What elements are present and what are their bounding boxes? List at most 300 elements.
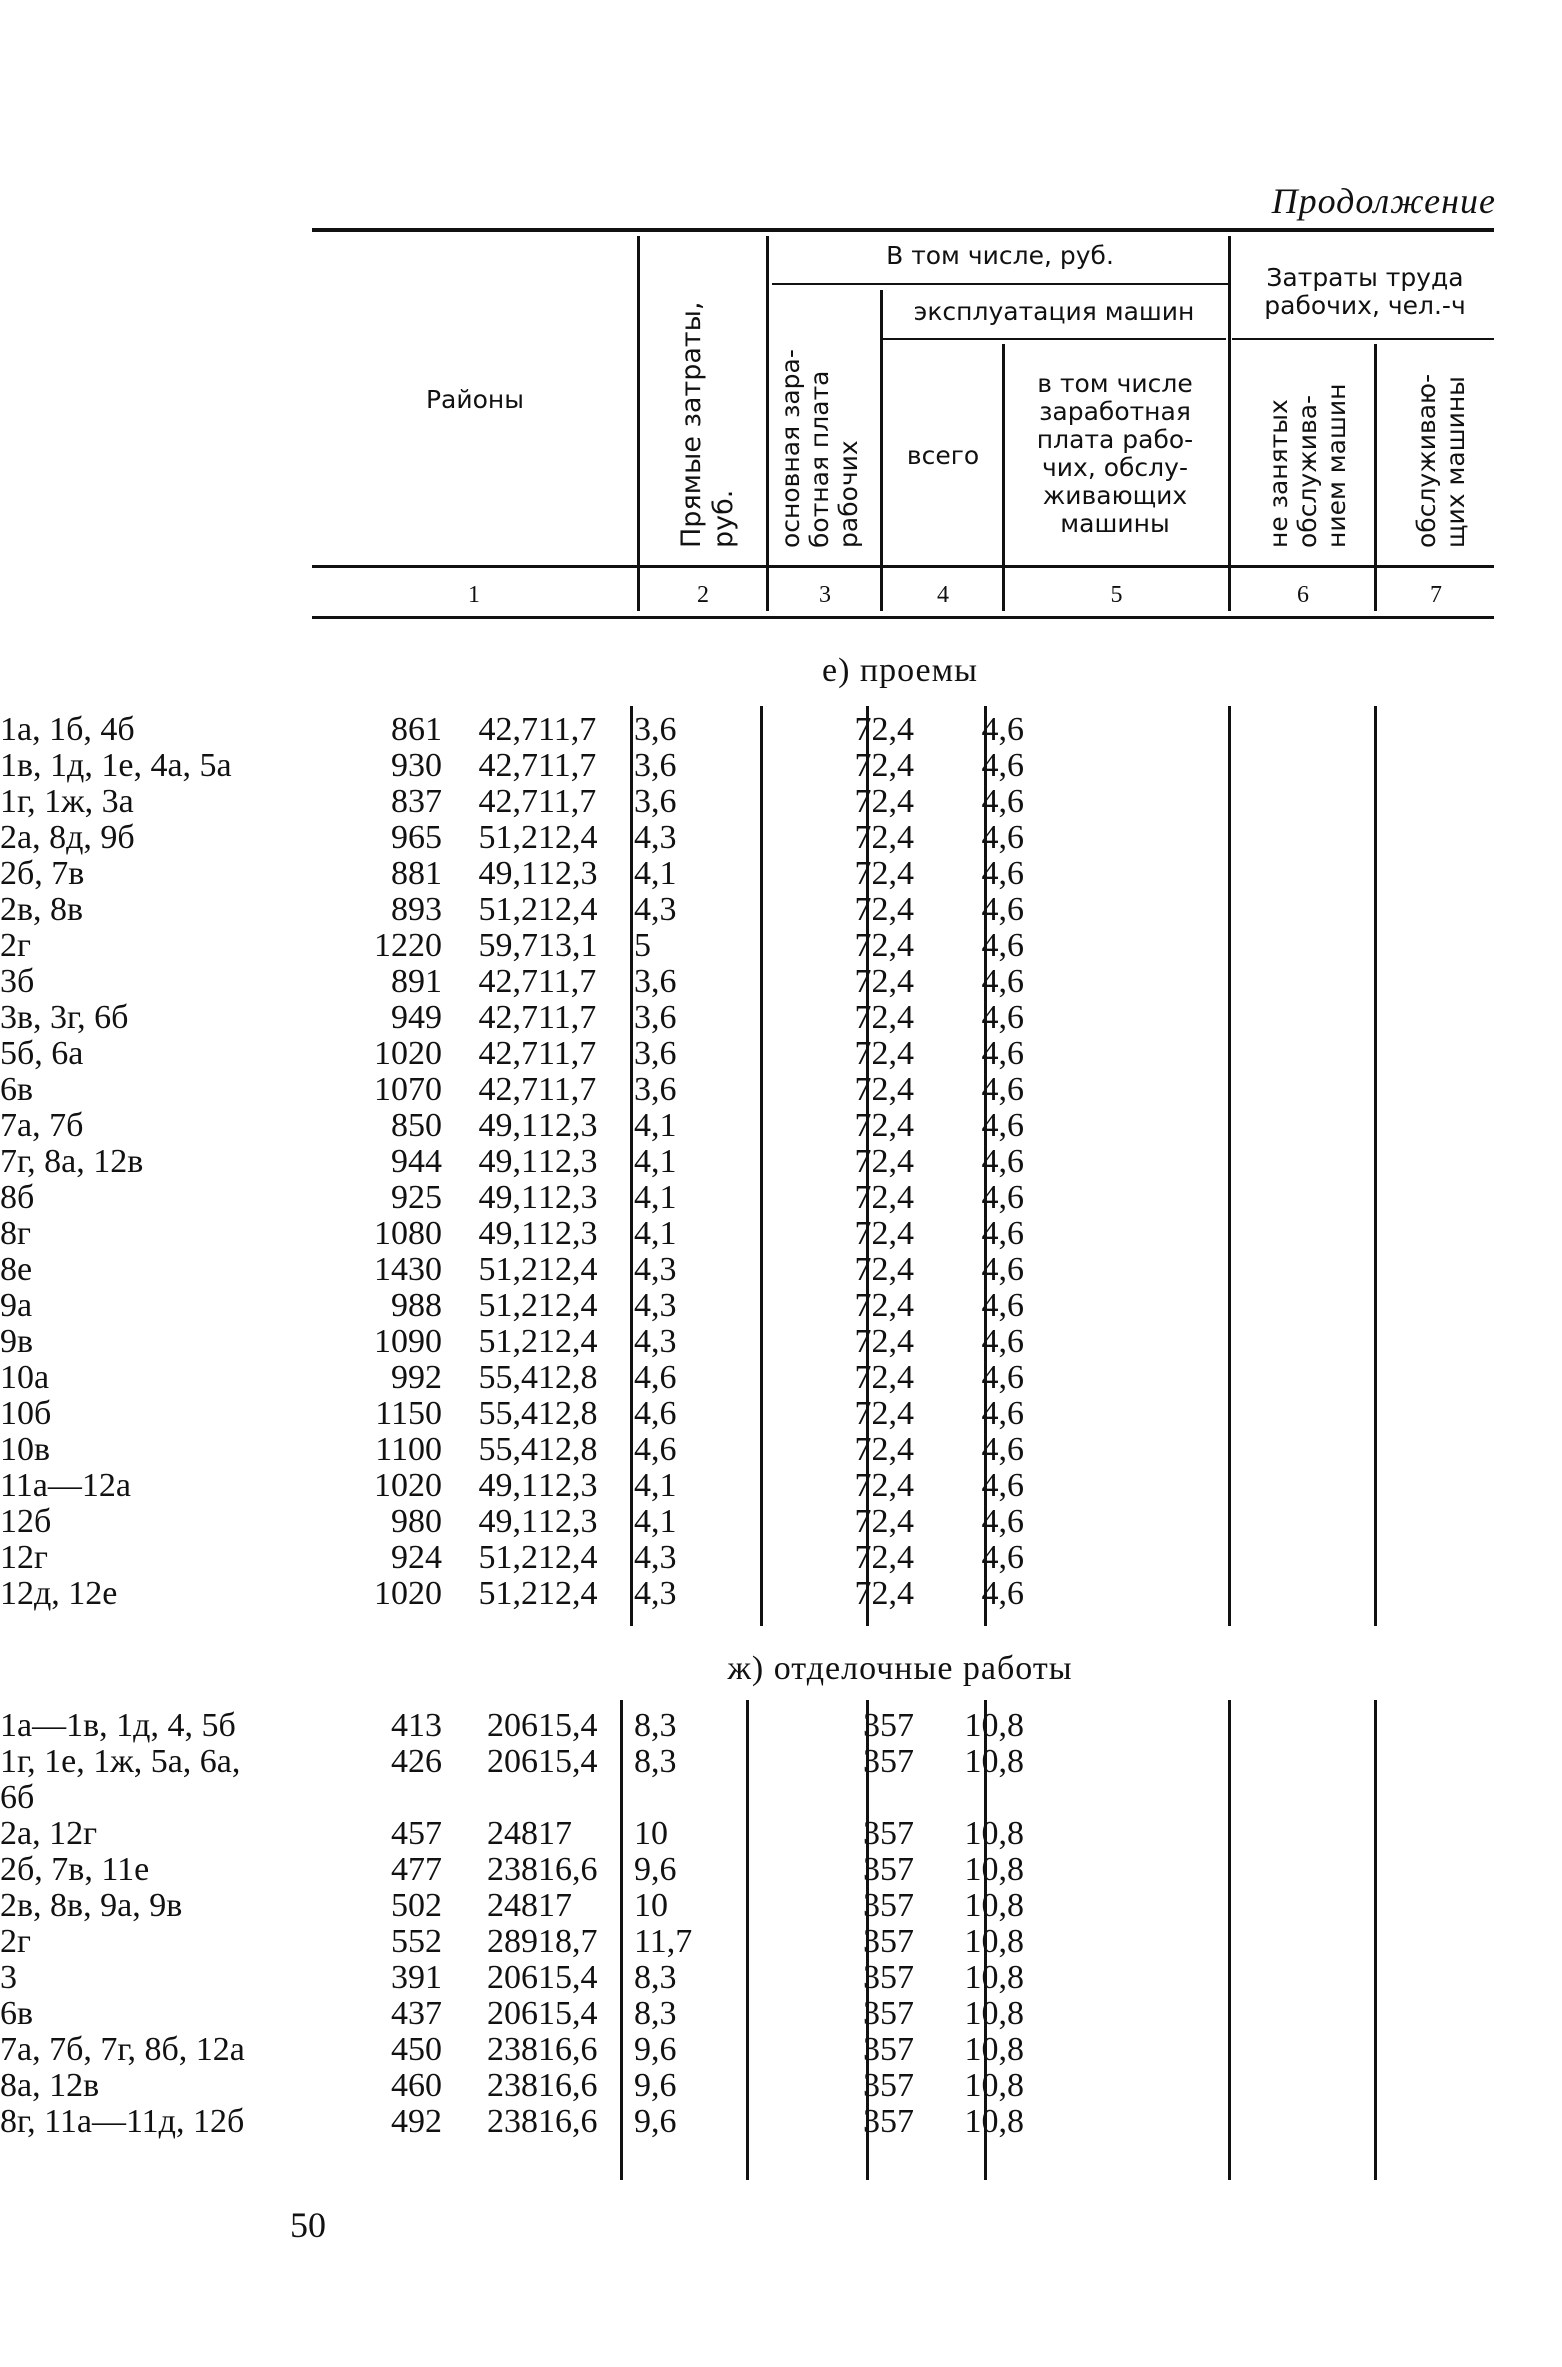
table-row (0, 1072, 1024, 1108)
cell-labor-not-machine: 72,4 (854, 1287, 914, 1324)
header-machine: обслуживаю-щих машины (1412, 373, 1470, 548)
cell-region: 8а, 12в (0, 2067, 100, 2104)
sec2-vline-5 (1228, 1700, 1231, 2180)
cell-machine-total: 15,4 (538, 1743, 598, 1780)
cell-direct-costs: 925 (391, 1179, 442, 1216)
cell-labor-not-machine: 357 (863, 1707, 914, 1744)
header-direct-costs: Прямые затраты, руб. (676, 301, 739, 548)
cell-labor-not-machine: 72,4 (854, 783, 914, 820)
cell-labor-machine: 10,8 (964, 1851, 1024, 1888)
cell-labor-machine: 10,8 (964, 2031, 1024, 2068)
cell-machine-wage: 8,3 (634, 1707, 677, 1744)
cell-machine-wage: 9,6 (634, 2031, 677, 2068)
cell-machine-total: 12,4 (538, 819, 598, 856)
cell-labor-machine: 4,6 (981, 1071, 1024, 1108)
cell-base-wage: 42,7 (478, 1071, 538, 1108)
table-row (0, 1324, 1024, 1360)
cell-direct-costs: 992 (391, 1359, 442, 1396)
cell-direct-costs: 965 (391, 819, 442, 856)
cell-machine-wage: 11,7 (634, 1923, 693, 1960)
cell-labor-machine: 4,6 (981, 1359, 1024, 1396)
cell-machine-total: 12,4 (538, 1575, 598, 1612)
page-number: 50 (290, 2205, 326, 2245)
cell-labor-not-machine: 357 (863, 1959, 914, 1996)
table-row (0, 1468, 1024, 1504)
table-row (0, 2104, 1024, 2140)
cell-region: 6в (0, 1071, 34, 1108)
table-row (0, 964, 1024, 1000)
cell-machine-total: 16,6 (538, 1851, 598, 1888)
cell-region: 2а, 12г (0, 1815, 98, 1852)
cell-region: 12г (0, 1539, 48, 1576)
cell-machine-total: 12,3 (538, 855, 598, 892)
cell-base-wage: 42,7 (478, 999, 538, 1036)
cell-labor-machine: 10,8 (964, 1923, 1024, 1960)
table-row (0, 1924, 1024, 1960)
cell-machine-total: 11,7 (538, 747, 597, 784)
cell-machine-total: 11,7 (538, 1035, 597, 1072)
cell-labor-not-machine: 72,4 (854, 1539, 914, 1576)
cell-base-wage: 49,1 (478, 1179, 538, 1216)
cell-machine-total: 11,7 (538, 999, 597, 1036)
sec2-vline-6 (1374, 1700, 1377, 2180)
cell-direct-costs: 1020 (374, 1575, 442, 1612)
colnum-6: 6 (1297, 582, 1309, 608)
cell-machine-total: 15,4 (538, 1995, 598, 2032)
cell-labor-not-machine: 72,4 (854, 1179, 914, 1216)
table-row (0, 1288, 1024, 1324)
cell-machine-wage: 8,3 (634, 1959, 677, 1996)
cell-machine-wage: 4,3 (634, 1539, 677, 1576)
table-row (0, 1432, 1024, 1468)
cell-machine-total: 11,7 (538, 963, 597, 1000)
cell-base-wage: 206 (487, 1743, 538, 1780)
cell-region: 7а, 7б (0, 1107, 84, 1144)
finishing-table (0, 1708, 1024, 2140)
cell-machine-wage: 9,6 (634, 1851, 677, 1888)
cell-machine-wage: 10 (634, 1887, 668, 1924)
cell-labor-not-machine: 72,4 (854, 1251, 914, 1288)
cell-direct-costs: 891 (391, 963, 442, 1000)
cell-machine-total: 16,6 (538, 2031, 598, 2068)
cell-labor-not-machine: 357 (863, 2067, 914, 2104)
table-row (0, 1780, 1024, 1816)
cell-machine-total: 12,8 (538, 1359, 598, 1396)
cell-direct-costs: 457 (391, 1815, 442, 1852)
cell-labor-machine: 4,6 (981, 855, 1024, 892)
cell-direct-costs: 502 (391, 1887, 442, 1924)
cell-region: 2г (0, 1923, 31, 1960)
cell-region: 1г, 1ж, 3а (0, 783, 134, 820)
header-vline-4 (1002, 344, 1005, 611)
cell-machine-total: 12,4 (538, 1287, 598, 1324)
cell-base-wage: 248 (487, 1815, 538, 1852)
cell-labor-not-machine: 72,4 (854, 1503, 914, 1540)
colnum-3: 3 (819, 582, 831, 608)
header-base-wage: основная зара-ботная плата рабочих (776, 349, 863, 548)
table-row (0, 1504, 1024, 1540)
cell-region: 2г (0, 927, 31, 964)
cell-labor-machine: 4,6 (981, 1287, 1024, 1324)
table-row (0, 1216, 1024, 1252)
table-row (0, 1744, 1024, 1780)
cell-machine-wage: 4,6 (634, 1395, 677, 1432)
cell-machine-total: 11,7 (538, 711, 597, 748)
header-incl-group: В том числе, руб. (886, 241, 1114, 270)
table-row (0, 1576, 1024, 1612)
cell-direct-costs: 1020 (374, 1035, 442, 1072)
cell-base-wage: 289 (487, 1923, 538, 1960)
cell-machine-total: 18,7 (538, 1923, 598, 1960)
numbers-bottom-rule (312, 616, 1494, 619)
cell-region: 10в (0, 1431, 51, 1468)
cell-labor-machine: 4,6 (981, 1323, 1024, 1360)
cell-labor-not-machine: 72,4 (854, 1575, 914, 1612)
cell-labor-machine: 4,6 (981, 1179, 1024, 1216)
cell-machine-wage: 3,6 (634, 783, 677, 820)
cell-region: 12б (0, 1503, 52, 1540)
cell-labor-not-machine: 72,4 (854, 1215, 914, 1252)
cell-labor-machine: 4,6 (981, 1035, 1024, 1072)
cell-machine-wage: 4,1 (634, 1467, 677, 1504)
cell-machine-wage: 4,1 (634, 1215, 677, 1252)
table-row (0, 1852, 1024, 1888)
cell-direct-costs: 980 (391, 1503, 442, 1540)
cell-direct-costs: 477 (391, 1851, 442, 1888)
cell-base-wage: 248 (487, 1887, 538, 1924)
cell-direct-costs: 552 (391, 1923, 442, 1960)
cell-machine-total: 12,4 (538, 1323, 598, 1360)
table-row (0, 1144, 1024, 1180)
cell-machine-total: 12,3 (538, 1179, 598, 1216)
cell-labor-not-machine: 72,4 (854, 819, 914, 856)
cell-region: 2в, 8в, 9а, 9в (0, 1887, 183, 1924)
cell-labor-not-machine: 72,4 (854, 1071, 914, 1108)
cell-region: 2б, 7в (0, 855, 85, 892)
cell-labor-not-machine: 72,4 (854, 1107, 914, 1144)
cell-direct-costs: 837 (391, 783, 442, 820)
cell-machine-wage: 4,1 (634, 1143, 677, 1180)
cell-base-wage: 206 (487, 1707, 538, 1744)
cell-labor-not-machine: 72,4 (854, 1143, 914, 1180)
cell-direct-costs: 861 (391, 711, 442, 748)
labor-group-rule (1232, 338, 1494, 340)
table-row (0, 1816, 1024, 1852)
cell-machine-wage: 4,1 (634, 1503, 677, 1540)
cell-base-wage: 51,2 (478, 891, 538, 928)
cell-labor-machine: 4,6 (981, 891, 1024, 928)
cell-labor-not-machine: 72,4 (854, 1431, 914, 1468)
cell-labor-not-machine: 357 (863, 1851, 914, 1888)
cell-base-wage: 49,1 (478, 855, 538, 892)
cell-region: 3в, 3г, 6б (0, 999, 129, 1036)
cell-labor-machine: 10,8 (964, 1995, 1024, 2032)
cell-base-wage: 238 (487, 2031, 538, 2068)
table-row (0, 2068, 1024, 2104)
cell-region: 3 (0, 1959, 17, 1996)
cell-labor-machine: 10,8 (964, 1815, 1024, 1852)
cell-labor-machine: 4,6 (981, 1107, 1024, 1144)
cell-direct-costs: 1430 (374, 1251, 442, 1288)
cell-labor-machine: 4,6 (981, 999, 1024, 1036)
cell-labor-machine: 4,6 (981, 711, 1024, 748)
cell-labor-not-machine: 357 (863, 1995, 914, 2032)
cell-base-wage: 55,4 (478, 1431, 538, 1468)
cell-machine-total: 12,4 (538, 891, 598, 928)
colnum-1: 1 (468, 582, 480, 608)
table-row (0, 1540, 1024, 1576)
cell-labor-not-machine: 72,4 (854, 747, 914, 784)
table-row (0, 748, 1024, 784)
machine-group-rule (880, 338, 1226, 340)
cell-base-wage: 206 (487, 1959, 538, 1996)
table-row (0, 1252, 1024, 1288)
cell-machine-wage: 4,1 (634, 855, 677, 892)
cell-machine-total: 12,3 (538, 1503, 598, 1540)
cell-labor-machine: 10,8 (964, 1743, 1024, 1780)
cell-base-wage: 49,1 (478, 1107, 538, 1144)
cell-machine-total: 16,6 (538, 2103, 598, 2140)
cell-machine-wage: 3,6 (634, 1035, 677, 1072)
cell-base-wage: 238 (487, 2067, 538, 2104)
cell-labor-not-machine: 72,4 (854, 1467, 914, 1504)
cell-labor-machine: 4,6 (981, 1503, 1024, 1540)
cell-machine-wage: 4,3 (634, 1575, 677, 1612)
cell-base-wage: 42,7 (478, 1035, 538, 1072)
sec1-vline-6 (1374, 706, 1377, 1626)
cell-region: 10а (0, 1359, 50, 1396)
cell-machine-total: 12,8 (538, 1395, 598, 1432)
section-title-openings: е) проемы (822, 652, 978, 689)
cell-machine-total: 11,7 (538, 783, 597, 820)
cell-direct-costs: 1100 (375, 1431, 442, 1468)
cell-region: 8г (0, 1215, 31, 1252)
cell-region: 8б (0, 1179, 35, 1216)
header-machine-op: эксплуатация машин (913, 297, 1195, 326)
cell-direct-costs: 1220 (374, 927, 442, 964)
cell-direct-costs: 450 (391, 2031, 442, 2068)
cell-direct-costs: 460 (391, 2067, 442, 2104)
cell-labor-not-machine (784, 1780, 914, 1816)
header-bottom-rule (312, 565, 1494, 568)
cell-region: 6б (0, 1779, 35, 1816)
cell-base-wage: 55,4 (478, 1395, 538, 1432)
cell-base-wage: 51,2 (478, 819, 538, 856)
cell-machine-wage: 4,6 (634, 1431, 677, 1468)
header-vline-2 (766, 236, 769, 611)
cell-direct-costs: 413 (391, 1707, 442, 1744)
cell-machine-wage: 8,3 (634, 1743, 677, 1780)
cell-labor-machine: 4,6 (981, 819, 1024, 856)
cell-base-wage: 59,7 (478, 927, 538, 964)
cell-region: 1г, 1е, 1ж, 5а, 6а, (0, 1743, 241, 1780)
cell-base-wage: 42,7 (478, 747, 538, 784)
cell-machine-wage: 4,3 (634, 1323, 677, 1360)
table-row (0, 1996, 1024, 2032)
table-row (0, 712, 1024, 748)
cell-machine-total: 12,3 (538, 1215, 598, 1252)
incl-group-rule (772, 283, 1228, 285)
cell-region: 9в (0, 1323, 34, 1360)
cell-base-wage (442, 1780, 538, 1816)
cell-labor-not-machine: 72,4 (854, 1035, 914, 1072)
cell-region: 9а (0, 1287, 33, 1324)
cell-machine-wage: 3,6 (634, 963, 677, 1000)
cell-direct-costs: 924 (391, 1539, 442, 1576)
cell-machine-total: 15,4 (538, 1707, 598, 1744)
cell-machine-total: 12,3 (538, 1467, 598, 1504)
cell-base-wage: 238 (487, 1851, 538, 1888)
cell-direct-costs: 930 (391, 747, 442, 784)
table-row (0, 1888, 1024, 1924)
cell-direct-costs: 1080 (374, 1215, 442, 1252)
cell-machine-wage: 4,1 (634, 1179, 677, 1216)
cell-labor-not-machine: 72,4 (854, 855, 914, 892)
cell-labor-not-machine: 357 (863, 1743, 914, 1780)
cell-machine-wage: 4,3 (634, 819, 677, 856)
colnum-5: 5 (1110, 582, 1123, 608)
openings-table (0, 712, 1024, 1612)
cell-base-wage: 42,7 (478, 711, 538, 748)
cell-direct-costs: 949 (391, 999, 442, 1036)
cell-region: 10б (0, 1395, 52, 1432)
cell-direct-costs: 850 (391, 1107, 442, 1144)
cell-direct-costs: 1090 (374, 1323, 442, 1360)
colnum-2: 2 (697, 582, 709, 608)
cell-labor-machine: 4,6 (981, 1539, 1024, 1576)
cell-labor-machine: 10,8 (964, 2067, 1024, 2104)
cell-labor-machine: 4,6 (981, 1251, 1024, 1288)
cell-labor-not-machine: 72,4 (854, 1359, 914, 1396)
sec1-vline-5 (1228, 706, 1231, 1626)
table-row (0, 1108, 1024, 1144)
table-row (0, 1396, 1024, 1432)
cell-machine-wage: 4,3 (634, 1287, 677, 1324)
cell-region: 11а—12а (0, 1467, 131, 1504)
cell-base-wage: 51,2 (478, 1251, 538, 1288)
cell-base-wage: 42,7 (478, 963, 538, 1000)
header-vline-5 (1228, 236, 1231, 611)
cell-labor-machine: 4,6 (981, 963, 1024, 1000)
cell-machine-total: 11,7 (538, 1071, 597, 1108)
cell-labor-not-machine: 72,4 (854, 927, 914, 964)
cell-machine-total: 16,6 (538, 2067, 598, 2104)
cell-region: 2б, 7в, 11е (0, 1851, 150, 1888)
table-row (0, 820, 1024, 856)
cell-labor-not-machine: 357 (863, 1923, 914, 1960)
cell-machine-wage: 8,3 (634, 1995, 677, 2032)
cell-region: 7г, 8а, 12в (0, 1143, 144, 1180)
cell-region: 1а, 1б, 4б (0, 711, 135, 748)
cell-machine-wage: 3,6 (634, 1071, 677, 1108)
header-labor-group: Затраты труда рабочих, чел.-ч (1264, 263, 1466, 320)
colnum-4: 4 (937, 582, 949, 608)
cell-base-wage: 51,2 (478, 1323, 538, 1360)
cell-labor-not-machine: 357 (863, 2031, 914, 2068)
header-incl-wage: в том числе заработная плата рабо-чих, обслу-живающих машины (1036, 369, 1194, 538)
cell-direct-costs: 1070 (374, 1071, 442, 1108)
table-row (0, 1360, 1024, 1396)
cell-machine-total: 17 (538, 1887, 572, 1924)
cell-direct-costs: 1150 (375, 1395, 442, 1432)
cell-machine-total: 12,3 (538, 1143, 598, 1180)
cell-labor-not-machine: 357 (863, 1815, 914, 1852)
table-row (0, 1000, 1024, 1036)
header-vline-6 (1374, 344, 1377, 611)
table-row (0, 892, 1024, 928)
cell-machine-total: 15,4 (538, 1959, 598, 1996)
cell-direct-costs: 1020 (374, 1467, 442, 1504)
cell-region: 12д, 12е (0, 1575, 118, 1612)
cell-machine-total: 12,4 (538, 1251, 598, 1288)
section-title-finishing: ж) отделочные работы (727, 1650, 1073, 1687)
cell-labor-machine: 4,6 (981, 1467, 1024, 1504)
cell-machine-wage: 9,6 (634, 2067, 677, 2104)
colnum-7: 7 (1430, 582, 1442, 608)
cell-labor-machine: 10,8 (964, 1887, 1024, 1924)
table-row (0, 856, 1024, 892)
cell-direct-costs: 426 (391, 1743, 442, 1780)
cell-machine-wage: 4,3 (634, 891, 677, 928)
cell-labor-machine: 4,6 (981, 1395, 1024, 1432)
cell-base-wage: 238 (487, 2103, 538, 2140)
header-vline-3 (880, 290, 883, 611)
table-row (0, 2032, 1024, 2068)
table-row (0, 1036, 1024, 1072)
cell-base-wage: 49,1 (478, 1503, 538, 1540)
cell-labor-machine: 4,6 (981, 1431, 1024, 1468)
cell-region: 3б (0, 963, 35, 1000)
cell-machine-total (538, 1780, 634, 1816)
cell-labor-machine (914, 1780, 1024, 1816)
cell-direct-costs (320, 1780, 442, 1816)
cell-region: 8е (0, 1251, 33, 1288)
table-row (0, 784, 1024, 820)
cell-region: 7а, 7б, 7г, 8б, 12а (0, 2031, 245, 2068)
cell-base-wage: 55,4 (478, 1359, 538, 1396)
cell-machine-total: 17 (538, 1815, 572, 1852)
cell-machine-wage: 4,6 (634, 1359, 677, 1396)
cell-base-wage: 49,1 (478, 1143, 538, 1180)
cell-region: 5б, 6а (0, 1035, 84, 1072)
cell-region: 2в, 8в (0, 891, 84, 928)
cell-labor-machine: 4,6 (981, 1143, 1024, 1180)
cell-labor-not-machine: 357 (863, 1887, 914, 1924)
cell-machine-wage: 9,6 (634, 2103, 677, 2140)
cell-machine-wage: 4,3 (634, 1251, 677, 1288)
cell-direct-costs: 881 (391, 855, 442, 892)
cell-direct-costs: 944 (391, 1143, 442, 1180)
cell-direct-costs: 893 (391, 891, 442, 928)
table-row (0, 1180, 1024, 1216)
cell-direct-costs: 391 (391, 1959, 442, 1996)
cell-machine-total: 12,3 (538, 1107, 598, 1144)
cell-base-wage: 51,2 (478, 1575, 538, 1612)
cell-machine-total: 12,4 (538, 1539, 598, 1576)
cell-labor-machine: 10,8 (964, 1959, 1024, 1996)
cell-base-wage: 49,1 (478, 1215, 538, 1252)
header-vline-1 (637, 236, 640, 611)
table-row (0, 928, 1024, 964)
header-regions: Районы (425, 385, 525, 414)
header-not-machine: не занятых обслужива-нием машин (1264, 383, 1351, 548)
cell-base-wage: 206 (487, 1995, 538, 2032)
cell-labor-machine: 10,8 (964, 2103, 1024, 2140)
cell-labor-machine: 4,6 (981, 1575, 1024, 1612)
cell-machine-total: 12,8 (538, 1431, 598, 1468)
cell-region: 1в, 1д, 1е, 4а, 5а (0, 747, 232, 784)
cell-machine-wage: 3,6 (634, 747, 677, 784)
